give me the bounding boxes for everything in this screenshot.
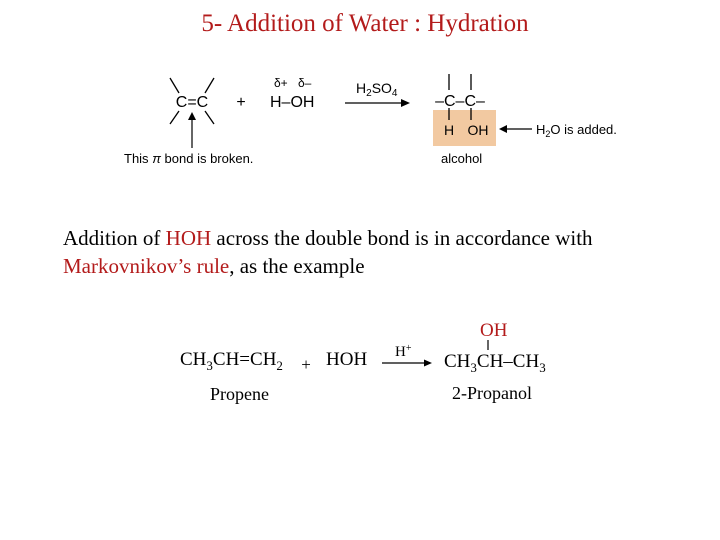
pi-bond-arrowhead (188, 112, 196, 120)
hydroxyl-group: OH (480, 320, 508, 341)
para-text-3: , as the example (229, 254, 365, 278)
hoh-highlight: HOH (165, 226, 212, 250)
catalyst-h2so4: $H_2SO_4$ (356, 80, 398, 99)
slide-title: 5- Addition of Water : Hydration (201, 10, 529, 37)
markovnikov-paragraph (63, 224, 663, 280)
delta-minus-label: δ– (298, 76, 312, 90)
markovnikov-rule-highlight: Markovnikov’s rule (63, 254, 230, 278)
plus-sign-1: + (236, 94, 246, 111)
alkene-formula: C=C (175, 94, 209, 111)
delta-plus-label: δ+ (274, 76, 288, 90)
propene-formula: $CH_3CH=CH_2$ (180, 349, 283, 373)
alcohol-label: alcohol (441, 151, 483, 166)
water-added-arrowhead (499, 125, 507, 133)
pi-bond-broken-label: This π bond is broken. (124, 151, 254, 166)
propanol-name: 2-Propanol (452, 383, 532, 403)
para-text-1: Addition of (63, 226, 166, 250)
acid-catalyst: H+ (395, 343, 412, 360)
reaction-arrowhead-2 (424, 360, 432, 367)
reaction-arrowhead-1 (401, 99, 410, 107)
product-h-label: H (443, 122, 455, 138)
para-text-2: across the double bond is in accordance with (211, 226, 593, 250)
water-formula: H–OH (270, 94, 315, 111)
propene-hydration-scheme (0, 310, 720, 410)
hoh-reagent: HOH (326, 349, 368, 370)
product-formula: –C–C– (435, 93, 485, 110)
water-added-label: $H_2O$ is added. (536, 122, 617, 139)
product-oh-label: OH (467, 122, 489, 138)
propanol-formula: $CH_3CH-CH_3$ (444, 351, 546, 375)
plus-sign-2: + (301, 355, 311, 374)
propene-name: Propene (210, 384, 269, 404)
